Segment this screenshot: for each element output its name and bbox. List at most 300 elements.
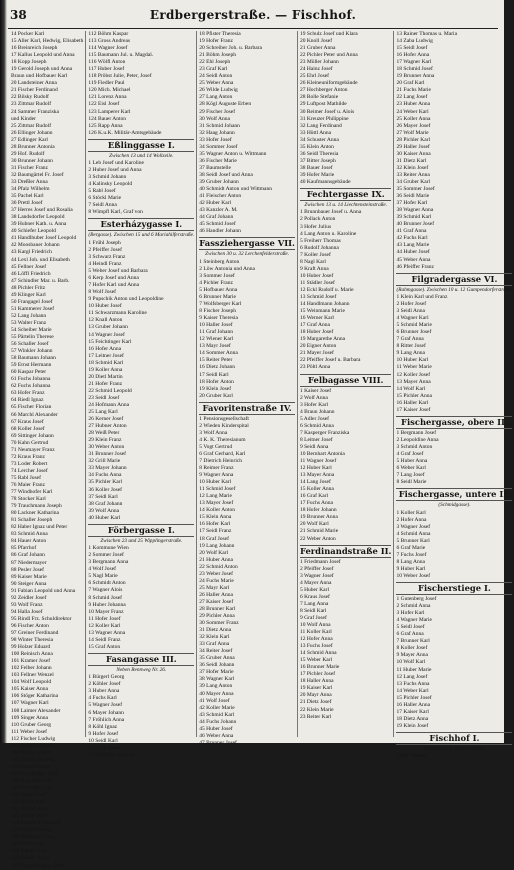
house-entry: 37 Seidl Karl [88,493,118,500]
house-entry: 11 Wagner Josef [299,457,337,464]
house-entry: 118 Pröbst Julie, Peter, Josef [88,73,152,80]
house-entry: 109 Singer Anna [11,714,48,721]
house-entry: 1 Brunnbauer Josef u. Anna [299,209,362,216]
house-entry: 123 Mayer Josef [11,813,48,820]
house-entry: 34 Reiter Josef [199,648,233,655]
house-entry: 107 Wagner Karl [11,700,49,707]
house-entry: 28 Brunner Karl [199,605,236,612]
column-2 [86,31,197,758]
house-entry: 85 Pfarrhof [11,545,37,552]
house-entry: 3 Sommer Josef [199,272,235,279]
house-entry: 31 Brunner Josef [88,451,126,458]
house-entry: 115 Eigner Theresia [11,756,56,763]
house-entry: 39 Wolf Anna [88,507,120,514]
house-entry: 39 Hubner Kath. u. Anna [11,221,67,228]
street-location-note: (Rahmgasse). Zwischen 10 u. 12 Gumpendorferstraße. [396,286,513,293]
house-entry: 43 Kanzler A. M. [199,207,238,214]
house-entry: 2 Pollack Anton [299,216,336,223]
house-entry: 37 Bitter Joseph [299,157,336,164]
house-entry: 40 Schiefer Leopold [11,228,56,235]
street-location-note: Zwischen 13 u. 14 Liechtensteinstraße. [304,202,388,209]
house-entry: 4 Pichler Franz [199,279,233,286]
house-entry: 38 Wagner Karl [199,676,235,683]
house-entry: 35 Pichler Karl [88,479,123,486]
house-entry: 37 Baumstelle [199,164,231,171]
house-entry: 101 Kramer Josef [11,658,51,665]
house-entry: 37 Hofer Karl [396,200,428,207]
house-entry: 38 Bauer Josef [299,164,333,171]
street-heading: Fassziehergasse VII. [199,238,295,249]
house-entry: 15 Pichler Anna [396,392,432,399]
house-entry: 7 Graf Anna [396,336,424,343]
house-entry: 9 Mayer Anna [396,652,428,659]
house-entry: 9 Huber Karl [396,565,426,572]
house-entry: 10 Wolf Anna [299,621,331,628]
house-entry: 20 Wolf Karl [299,521,329,528]
house-entry: 127 Pelzl Josef [11,841,45,848]
house-entry: 121 Lorenz Anna [88,94,127,101]
house-entry: 23 Seidl Josef [88,394,120,401]
house-entry: 18 Huber Josef [299,329,334,336]
house-entry: 12 Koller Josef [396,371,431,378]
house-entry: 19 Brunner Anna [396,73,435,80]
house-entry: 12 Eckl Rudolf u. Marie [299,286,354,293]
house-entry: 47 Brunner Josef [199,739,237,746]
house-entry: 12 Huber Karl [299,465,332,472]
house-entry: 29 Luftpost Mathilde [299,101,347,108]
house-entry: 34 Gruber Karl [396,178,431,185]
house-entry: 19 Koller Anna [88,366,123,373]
house-entry: 11 Lang Anna [88,744,120,751]
house-entry: 129 Köhler Anna [11,855,49,862]
house-entry: 89 Kaiser Marie [11,573,47,580]
house-entry: 34 Pfalz Wilhelm [11,186,50,193]
house-entry: 2 Schmid Anna [396,603,431,610]
house-entry: 21 Böhm Joseph [199,52,236,59]
house-entry: 46 Pfeiffer Franz [396,263,434,270]
house-entry: 8 Ritter Josef [396,343,426,350]
house-entry: 17 Kallus Leopold und Anna [11,52,75,59]
house-entry: 45 Fellner Josef [11,263,47,270]
house-entry: 40 Schmidt Anton und Wittmann [199,186,273,193]
house-entry: 9 Kaiser Theresia [199,315,238,322]
house-entry: 56 Schaller Josef [11,341,49,348]
house-entry: 13 Fuchs Anna [396,680,430,687]
house-entry: 33 Graf Anna [199,641,230,648]
house-entry: 2 Wolf Anna [299,394,328,401]
house-entry: 40 Brunner Josef [396,221,435,228]
house-entry: 52 Lang Johann [11,312,47,319]
house-entry: 39 Gruber Johann [199,178,239,185]
house-entry: 3 Bergmann Anna [88,559,129,566]
house-entry: 10 Haller Josef [199,322,233,329]
house-entry: 15 Klein Anna [199,514,232,521]
house-entry: 113 Seidl Elisabeth [11,742,54,749]
house-entry: 48 Pichler Fritz [11,284,46,291]
house-entry: 9 Pupschik Anton und Leopoldine [88,296,164,303]
house-entry: 14 Wolf Karl [396,385,426,392]
house-entry: 16 Breinreich Joseph [11,45,58,52]
house-entry: 10 Huber Karl [199,479,232,486]
house-entry: 121 Haller Karl [11,799,46,806]
street-location-note: Zwischen 13 und 14 Wollzeile. [109,152,174,159]
house-entry: 12 Knall Anton [88,317,123,324]
house-entry: 22 Lang Josef [396,94,428,101]
page-header [8,6,498,29]
house-entry: 33 Dreßler Anna [11,178,48,185]
house-entry: 9 Hofer Josef [88,730,119,737]
house-entry: 47 Schindler Mar. u. Barb. [11,277,70,284]
house-entry: 123 Lamperer Karl [88,108,131,115]
house-entry: 10 Seidl Karl [88,737,118,744]
house-entry: 5 Huber Anna [396,457,428,464]
house-entry: 15 Koller Anna [299,486,334,493]
house-entry: 27 Edlinger Karl [11,136,48,143]
house-entry: 20 Eigner Anton [299,343,337,350]
house-entry: 19 Hofer Franz [199,38,233,45]
house-entry: 21 Hofer Franz [88,380,123,387]
house-entry: 18 Kopp Joseph [11,59,47,66]
house-entry: 49 Klinger Karl [11,291,46,298]
house-entry: 7 Wolfsberger Karl [199,301,242,308]
street-location-note: Zwischen 30 u. 32 Lerchenfelderstraße. [205,251,290,258]
house-entry: 32 Klein Josef [396,164,429,171]
house-entry: 14 Lang Josef [299,479,331,486]
house-entry: 21 Huber Anna [199,556,233,563]
house-entry: 45 Weber Anna [396,256,431,263]
house-entry: 1 Friedmann Josef [299,558,341,565]
house-entry: 7 Fuchs Josef [396,551,427,558]
house-entry: 11 Weber Marie [396,364,432,371]
house-entry: 21 Gruber Anna [299,45,336,52]
house-entry: 32 Lang Ferdinand [299,122,342,129]
house-entry: 74 Lercher Josef [11,467,48,474]
house-entry: 42 Moosbauer Johann [11,242,60,249]
house-entry: 80 Lackner Katharina [11,510,59,517]
house-entry: 4 Braun Johann [299,408,335,415]
house-entry: 27 Hochberger Anton [299,87,348,94]
house-entry: 38 Graf Johann [88,500,123,507]
house-entry: 128 Kaiser Karl [11,848,47,855]
house-entry: 30 Sommer Franz [199,620,239,627]
house-entry: 42 Fuchs Karl [396,235,428,242]
house-entry: 57 Winkler Johann [11,348,53,355]
house-entry: 44 Fuchs Johann [199,718,237,725]
house-entry: 25 Koller Anna [396,115,431,122]
house-entry: 11 Graf Johann [199,329,234,336]
house-entry: 36 Seidl Marie [396,193,430,200]
house-entry: 11 Huber Marie [396,666,432,673]
house-entry: 86 Graf Johann [11,552,45,559]
house-entry: 13 Mayer Anna [396,378,431,385]
house-entry: 1 Klein Karl und Franz [396,294,448,300]
house-entry: 23 Reiter Karl [299,713,332,720]
house-entry: 61 Fuchs Johanna [11,376,51,383]
house-entry: 4 Heindl Franz [88,261,122,268]
house-entry: 35 Pachel Karl [11,193,44,200]
house-entry: 23 Graf Karl [199,66,228,73]
house-entry: 18 Haller Anna [299,678,334,685]
house-entry: 5 Huber Karl [299,586,329,593]
house-entry: 1 Leb Josef und Karoline [88,160,145,167]
house-entry: 20 Wolf Karl [199,549,229,556]
house-entry: 6 Schmid Anna [299,422,334,429]
street-heading: Fischhof I. [396,732,512,745]
house-entry: 3 Wolf Anna [199,429,228,436]
house-entry: 7 Brunner Karl [396,638,430,645]
house-entry: 69 Sittinger Johann [11,432,54,439]
house-entry: 75 Rabl Josef [11,474,41,481]
house-entry: 1 Der "Anker" [396,753,429,760]
house-entry: 17 Seidl Karl [199,371,229,378]
house-entry: 104 Wolf Leopold [11,679,52,686]
house-entry: 27 Kaiser Josef [199,598,234,605]
house-entry: 2 Hofer Josef [396,301,427,308]
house-entry: 39 Schmid Karl [396,214,432,221]
street-location-note: Zwischen 23 und 25 Wipplingerstraße. [100,537,183,544]
house-entry: 2 Löw Antonia und Anna [199,265,255,272]
house-entry: 68 Koller Josef [11,425,45,432]
house-entry: 22 Pichler Peter und Anna [299,52,358,59]
house-entry: 17 Leitner Josef [88,352,124,359]
house-entry: 14 Handlmann Johann [299,301,350,308]
house-entry: 6 Schmidt Anton [88,580,126,587]
house-entry: 14 Koller Anton [199,507,236,514]
house-entry: 8 Koller Josef [396,645,428,652]
house-entry: 10 Huber Josef [88,303,122,310]
house-entry: 15 Graf Anton [88,643,121,650]
house-entry: 19 Schulz Josef und Klara [299,31,358,37]
house-entry: 23 Müller Johann [299,59,339,66]
house-entry: 38 Wagner Anna [396,207,434,214]
house-entry: 44 Graf Johann [199,214,234,221]
running-title: Erdbergerstraße. — Fischhof. [149,8,357,22]
house-entry: 11 Städler Josef [299,279,335,286]
house-entry: 19 Gerold Joseph und Anna [11,66,73,73]
house-entry: 20 Dietl Martin [88,373,123,380]
house-entry: 17 Wagner Karl [396,59,432,66]
house-entry: 1 Bergmann Josef [396,429,437,436]
columns-container [9,31,513,869]
house-entry: 11 Schmid Josef [199,486,236,493]
street-location-note: Neben Rennweg Nr. 26. [116,666,167,673]
house-entry: 1 Koller Karl [396,509,426,516]
street-heading: Fischergasse, obere II. [396,416,512,429]
house-entry: 2 Pfeiffer Josef [299,565,334,572]
house-entry: 117 Kronberger Josef [11,770,59,777]
house-entry: 4 Wolf Josef [88,566,116,573]
house-entry: 100 Reinisch Anna [11,651,53,658]
house-entry: 108 Laimer Alexander [11,707,61,714]
house-entry: 6 Brunner Josef [396,329,432,336]
house-entry: 124 Bauer Anton [88,115,126,122]
house-entry: 15 Weber Karl [299,657,333,664]
house-entry: 21 Fischer Ferdinand [11,87,58,94]
house-entry: 6 Kraus Josef [299,593,330,600]
house-entry: 15 Seidl Josef [396,45,428,52]
house-entry: 18 Pfister Theresia [199,31,241,37]
house-entry: 14 Wagner Josef [88,331,125,338]
house-entry: 41 Handlhuber Josef Leopold [11,235,77,242]
house-entry: 17 Kaiser Josef [396,406,431,413]
house-entry: 5 Freiherr Thomas [299,237,341,244]
house-entry: 33 Hofer Josef [199,136,232,143]
house-entry: 15 Feichtinger Karl [88,338,132,345]
house-entry: 59 Ernst Hermann [11,362,52,369]
house-entry: 70 Kahn Gertrud [11,439,49,446]
house-entry: 2 Leopoldine Anna [396,436,439,443]
house-entry: 119 Fiedler Paul [88,80,125,87]
house-entry: 46 Löffl Friedrich [11,270,51,277]
house-entry: 2 Hofer Anna [396,516,427,523]
house-entry: 5 Seidl Josef [396,624,425,631]
house-entry: 26 Haller Anna [199,591,233,598]
house-entry: 26 Ellinger Johann [11,129,53,136]
house-entry: 113 Gross Andreas [88,38,131,45]
house-entry: 37 Herres Josef und Rosalia [11,207,73,214]
house-entry: 11 Koller Karl [299,629,332,636]
house-entry: 39 Hofer Marie [299,171,335,178]
house-entry: 3 Schmid Anton [396,443,433,450]
house-entry: 45 Huber Josef [199,725,233,732]
house-entry: 124 Fischer Ferdinand [11,820,61,827]
house-entry: 22 Ehl Joseph [199,59,231,66]
house-entry: 3 Huber Anna [88,688,120,695]
house-entry: 24 Sammer Franziska [11,108,59,115]
house-entry: 36 Seidl Johann [199,662,235,669]
house-entry: 120 Bauer Josef [11,792,47,799]
house-entry: 24 Seidl Anton [199,73,233,80]
house-entry: 16 Hofer Anna [396,52,430,59]
house-entry: 50 Frangagel Josef [11,298,53,305]
house-entry: 32 Haag Johann [199,129,235,136]
house-entry: 30 Reimer Josef u. Alois [299,108,355,115]
house-entry: 17 Kaiser Karl [396,708,429,715]
house-entry: 23 Zittmar Rudolf [11,101,52,108]
house-entry: 20 Gruber Karl [199,392,233,399]
house-entry: 7 Koller Josef [299,251,331,258]
house-entry: 5 Wagner Josef [88,702,123,709]
house-entry: 3 Hofer Julius [299,223,332,230]
house-entry: 90 Steiger Anna [11,580,47,587]
house-entry: 34 Fuchs Anna [88,472,122,479]
house-entry: 20 Graf Karl [396,80,425,87]
house-entry: 7 Hofer Karl und Anna [88,282,140,289]
house-entry: 6 Graf Gerhard, Karl [199,450,246,457]
house-entry: 39 Lang Anton [199,683,233,690]
house-entry: 32 Klein Karl [199,634,230,641]
house-entry: 13 Schmid Josef [299,294,337,300]
house-entry: 111 Weber Josef [11,728,48,735]
house-entry: 5 Weber Josef und Barbara [88,268,148,275]
house-entry: 112 Böhm Kaspar [88,31,129,37]
house-entry: 4 Wagner Karl [396,315,429,322]
house-entry: 24 Fuchs Marie [199,577,234,584]
house-entry: 8 Leitner Josef [299,436,333,443]
house-entry: 125 Rapp Anna [88,122,123,129]
house-entry: 25 Mayr Karl [199,584,230,591]
house-entry: 119 Schwabl Josef [11,785,53,792]
house-entry: 31 Kreuzer Philippine [299,115,349,122]
house-entry: 31 Dietz Anna [199,627,232,634]
house-entry: 12 Pettinger Andreas [88,751,135,758]
house-entry: 73 Loder Robert [11,460,48,467]
house-entry: 84 Hauer Anton [11,538,47,545]
house-entry: 3 Wagner Josef [299,572,334,579]
house-entry: 7 Wagner Alois [88,587,123,594]
street-location-note: (Schmidgasse). [438,502,471,509]
house-entry: 46 Handler Johann [199,228,241,235]
house-entry: 2 Huber Josef und Anna [88,167,142,174]
house-entry: 4 Kalinsky Leopold [88,181,133,188]
house-entry: 3 Schmid Johann [88,174,127,181]
house-entry: 6 Kerp Josef und Anna [88,275,139,282]
house-entry: 122 Eisl Josef [88,101,120,108]
house-entry: 7 Dietrich Heinrich [199,457,243,464]
house-entry: 12 Hofer Anna [299,636,333,643]
street-heading: Ferdinandstraße II. [299,545,392,556]
column-3 [197,31,298,746]
house-entry: 17 Seidl Franz [199,528,232,535]
house-entry: 81 Schaller Joseph [11,517,53,524]
house-entry: 15 Reiter Peter [199,357,233,364]
house-entry: 54 Scheiber Marie [11,326,52,333]
house-entry: 33 Reiter Anna [396,171,430,178]
house-entry: 38 Seidl Josef und Anna [199,171,253,178]
house-entry: 112 Fischer Ludwig [11,735,56,742]
house-entry: 20 Schreiber Joh. u. Barbara [199,45,262,52]
house-entry: 14 Pocker Karl [11,31,45,37]
house-entry: 126 Hofmann Anna [11,834,55,841]
house-entry: 35 Wagner Anton u. Wittmann [199,150,267,157]
house-entry: 5 Brunner Karl [396,537,430,544]
house-entry: 8 Wolf Josef [88,289,116,296]
house-entry: 9 Wagner Anna [199,472,234,479]
house-entry: 3 Hofer Karl [396,610,425,617]
house-entry: 13 Wagner Anna [88,629,126,636]
house-entry: 16 Brunner Marie [299,664,340,671]
house-entry: 114 Holzer Martin [11,749,52,756]
house-entry: 21 Schmid Marie [299,528,339,535]
house-entry: 13 Rainer Thomas u. Maria [396,31,458,37]
house-entry: 3 Wagner Josef [396,523,431,530]
house-entry: 9 Huber Johanna [88,601,126,608]
house-entry: 16 Dietz Johann [199,364,236,371]
house-entry: 23 Huber Anna [396,101,431,108]
house-entry: 6 Weber Karl [396,465,426,472]
house-entry: 14 Weber Karl [396,687,429,694]
street-heading: Filgradergasse VI. [396,273,512,286]
house-entry: 8 Fischer Joseph [199,308,236,315]
house-entry: 8 Reimer Franz [199,465,234,472]
house-entry: 36 Koller Josef [88,486,123,493]
house-entry: 63 Hofer Franz [11,390,45,397]
house-entry: 26 Kleineuniformgebäude [299,80,358,87]
house-entry: 16 Hofer Karl [199,521,231,528]
house-entry: 9 Graf Josef [299,614,327,621]
house-entry: 12 Lang Josef [396,673,428,680]
house-entry: 4 Fuchs Karl [88,695,117,702]
house-entry: 16 Haller Anna [396,701,431,708]
house-entry: 25 Zittmar Rudolf [11,122,52,129]
house-entry: 14 Seidl Franz [88,636,121,643]
street-heading: Eßlinggasse I. [88,139,194,152]
house-entry: 29 Klein Franz [88,437,122,444]
house-entry: 14 Sommer Anna [199,350,238,357]
house-entry: 16 Hofer Anna [88,345,122,352]
house-entry: 22 Pfeiffer Josef u. Barbara [299,357,361,364]
house-entry: 31 Schmid Johann [199,122,240,129]
